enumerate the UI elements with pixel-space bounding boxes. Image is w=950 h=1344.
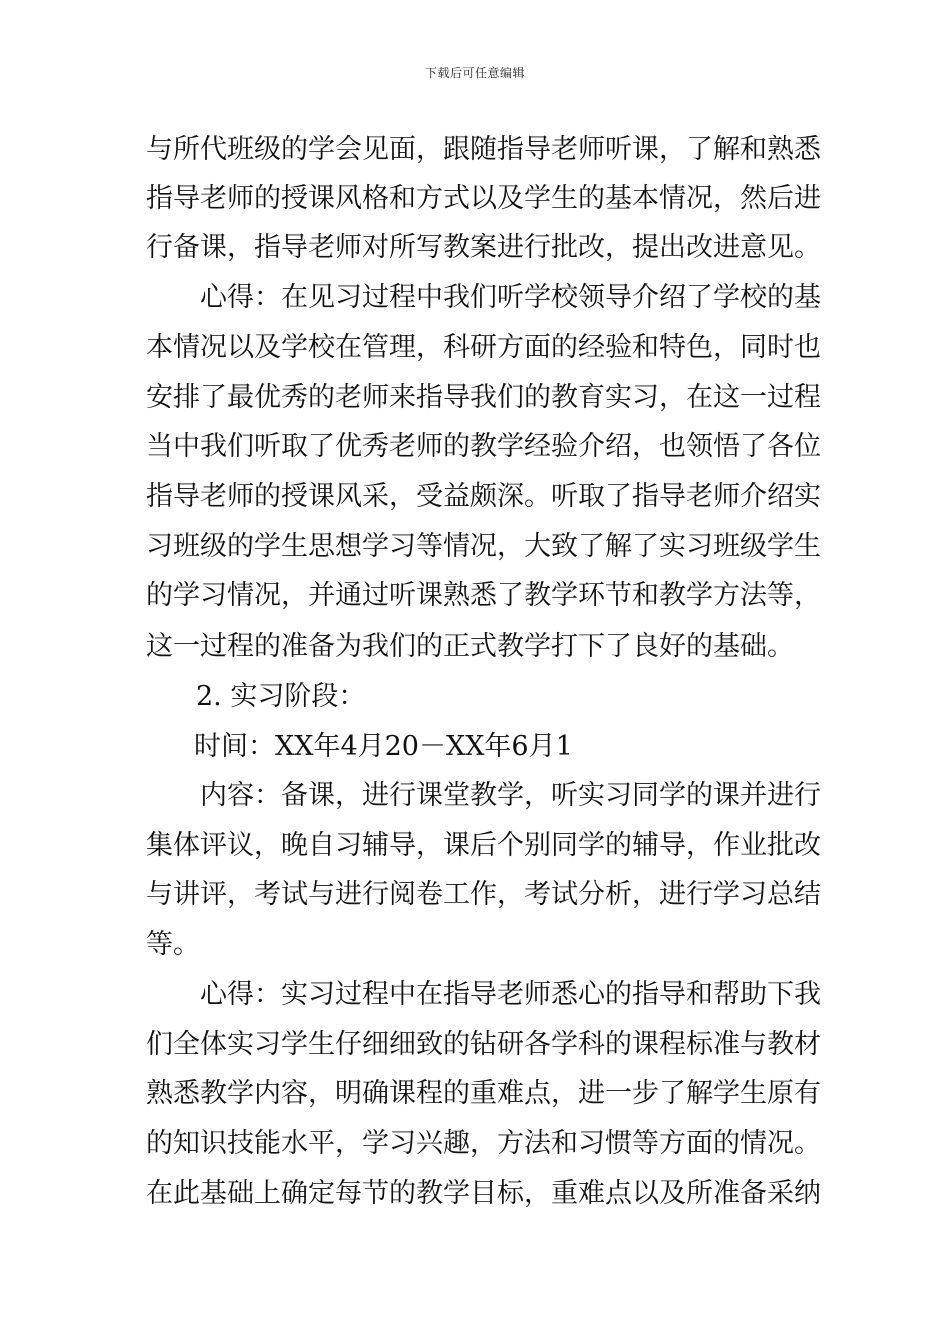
text-line-20: 熟悉教学内容，明确课程的重难点，进一步了解学生原有: [146, 1078, 821, 1109]
text-line-14: 内容：备课，进行课堂教学，听实习同学的课并进行: [200, 780, 821, 811]
text-line-5: 本情况以及学校在管理，科研方面的经验和特色，同时也: [146, 332, 821, 363]
text-line-19: 们全体实习学生仔细细致的钻研各学科的课程标准与教材: [146, 1029, 821, 1060]
text-line-2: 指导老师的授课风格和方式以及学生的基本情况，然后进: [146, 183, 821, 214]
header-note: 下载后可任意编辑: [424, 66, 525, 80]
text-line-16: 与讲评，考试与进行阅卷工作，考试分析，进行学习总结: [146, 879, 821, 910]
text-line-17: 等。: [146, 929, 200, 960]
section-heading-2: 2. 实习阶段：: [196, 681, 366, 712]
text-line-11: 这一过程的准备为我们的正式教学打下了良好的基础。: [146, 631, 794, 662]
text-line-6: 安排了最优秀的老师来指导我们的教育实习，在这一过程: [146, 382, 821, 413]
text-line-22: 在此基础上确定每节的教学目标，重难点以及所准备采纳: [146, 1178, 821, 1209]
text-line-3: 行备课，指导老师对所写教案进行批改，提出改进意见。: [146, 232, 821, 263]
text-line-18: 心得：实习过程中在指导老师悉心的指导和帮助下我: [200, 979, 821, 1010]
text-line-1: 与所代班级的学会见面，跟随指导老师听课，了解和熟悉: [146, 134, 821, 165]
text-line-4: 心得：在见习过程中我们听学校领导介绍了学校的基: [200, 282, 821, 313]
text-line-7: 当中我们听取了优秀老师的教学经验介绍，也领悟了各位: [146, 431, 821, 462]
text-line-10: 的学习情况，并通过听课熟悉了教学环节和教学方法等，: [146, 580, 821, 611]
text-line-9: 习班级的学生思想学习等情况，大致了解了实习班级学生: [146, 531, 821, 562]
text-line-8: 指导老师的授课风采，受益颇深。听取了指导老师介绍实: [146, 481, 821, 512]
text-line-21: 的知识技能水平，学习兴趣，方法和习惯等方面的情况。: [146, 1128, 821, 1159]
text-line-15: 集体评议，晚自习辅导，课后个别同学的辅导，作业批改: [146, 830, 821, 861]
time-line: 时间：XX年4月20－XX年6月1: [194, 731, 573, 762]
